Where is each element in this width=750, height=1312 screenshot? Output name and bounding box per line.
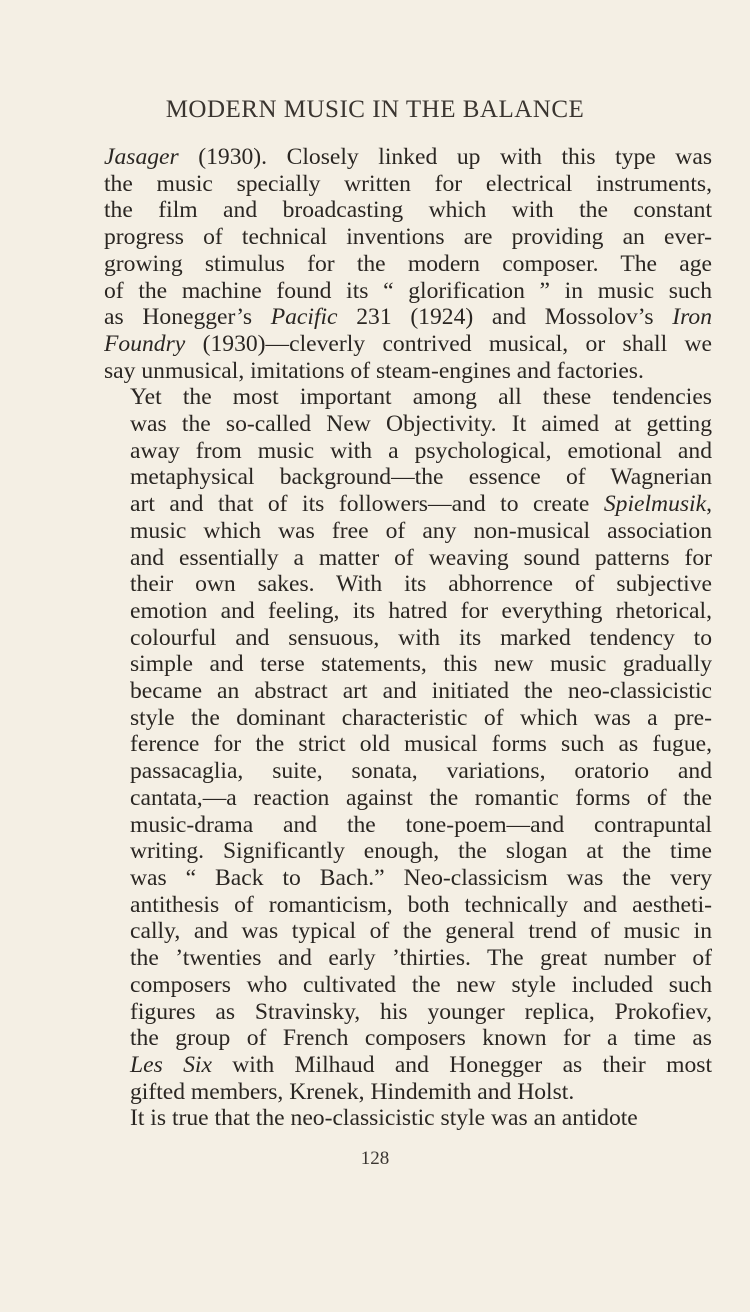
text-run: music which was free of any non-musical association [130,517,712,544]
text-line [104,625,712,652]
text-line [104,812,712,839]
text-run: say unmusical, imitations of steam-engines and factories. [104,357,644,384]
text-line [104,1052,712,1079]
italic-title: Spielmusik [603,491,707,518]
text-run: their own sakes. With its abhorrence of subjective [130,571,712,598]
text-run: , [706,491,712,518]
italic-title: Pacific [270,304,338,331]
text-run: figures as Stravinsky, his younger replica, Prokofiev, [130,998,712,1025]
text-run: away from music with a psychological, emotional and [130,437,712,464]
text-line [104,464,712,491]
text-run: simple and terse statements, this new music gradually [130,651,712,678]
text-line [104,865,712,892]
text-line [104,785,712,812]
italic-title: Iron [672,304,712,331]
text-line [104,678,712,705]
text-run: the ’twenties and early ’thirties. The great number of [130,945,712,972]
text-line [104,1079,712,1106]
text-run: writing. Significantly enough, the slogan at the time [130,838,712,865]
text-run: ference for the strict old musical forms such as fugue, [130,731,712,758]
text-run: Yet the most important among all these tendencies [130,384,712,411]
text-line [104,972,712,999]
text-line [104,518,712,545]
paragraph-p3 [104,1105,712,1132]
text-line [104,171,712,198]
text-line [104,918,712,945]
text-run: music-drama and the tone-poem—and contrapuntal [130,811,712,838]
text-line [104,1105,712,1132]
text-run: was the so-called New Objectivity. It aimed at getting [130,411,712,438]
text-run: composers who cultivated the new style included such [130,971,712,998]
text-run: progress of technical inventions are providing an ever- [104,224,712,251]
text-run: It is true that the neo-classicistic style was an antidote [130,1105,638,1132]
text-line [104,278,712,305]
text-run: antithesis of romanticism, both technically and aestheti- [130,891,712,918]
text-line [104,892,712,919]
italic-title: Les Six [130,1051,212,1078]
text-line [104,1025,712,1052]
text-run: colourful and sensuous, with its marked tendency to [130,624,712,651]
text-line [104,999,712,1026]
text-run: the music specially written for electrical instruments, [104,170,712,197]
text-run: was “ Back to Bach.” Neo-classicism was the very [130,864,712,891]
text-line [104,331,712,358]
text-run: cally, and was typical of the general trend of music in [130,918,712,945]
paragraph-p2 [104,384,712,1105]
text-line [104,144,712,171]
text-line [104,705,712,732]
text-line [104,251,712,278]
italic-title: Jasager [104,144,179,170]
text-line [104,651,712,678]
paragraph-p1 [104,144,712,384]
text-run: style the dominant characteristic of which was a pre- [130,704,712,731]
text-line [104,384,712,411]
text-run: growing stimulus for the modern composer. The age [104,250,712,277]
body-text [104,144,712,1132]
text-line [104,491,712,518]
text-line [104,197,712,224]
text-run: cantata,—a reaction against the romantic forms of the [130,784,712,811]
page-number: 128 [360,1148,390,1169]
text-line [104,731,712,758]
text-run: of the machine found its “ glorification ” in music such [104,277,712,304]
text-line [104,545,712,572]
text-line [104,598,712,625]
text-run: metaphysical background—the essence of Wagnerian [130,464,712,491]
text-run: art and that of its followers—and to create [130,491,604,518]
text-run: the group of French composers known for a time as [130,1025,712,1052]
text-line [104,838,712,865]
running-head: MODERN MUSIC IN THE BALANCE [165,96,585,123]
text-run: 231 (1924) and Mossolov’s [337,304,673,331]
text-line [104,571,712,598]
text-line [104,358,712,385]
text-run: gifted members, Krenek, Hindemith and Holst. [130,1078,575,1105]
text-line [104,758,712,785]
text-line [104,411,712,438]
italic-title: Foundry [104,330,186,357]
text-run: (1930)—cleverly contrived musical, or shall we [185,330,712,357]
text-run: the film and broadcasting which with the constant [104,197,712,224]
text-run: (1930). Closely linked up with this type was [178,144,712,170]
text-line [104,438,712,465]
text-line [104,304,712,331]
text-run: and essentially a matter of weaving sound patterns for [130,544,712,571]
text-line [104,945,712,972]
text-run: emotion and feeling, its hatred for everything rhetorical, [130,597,712,624]
text-line [104,224,712,251]
text-run: passacaglia, suite, sonata, variations, oratorio and [130,758,712,785]
text-run: became an abstract art and initiated the neo-classicistic [130,678,712,705]
text-run: as Honegger’s [104,304,271,331]
text-run: with Milhaud and Honegger as their most [211,1051,712,1078]
